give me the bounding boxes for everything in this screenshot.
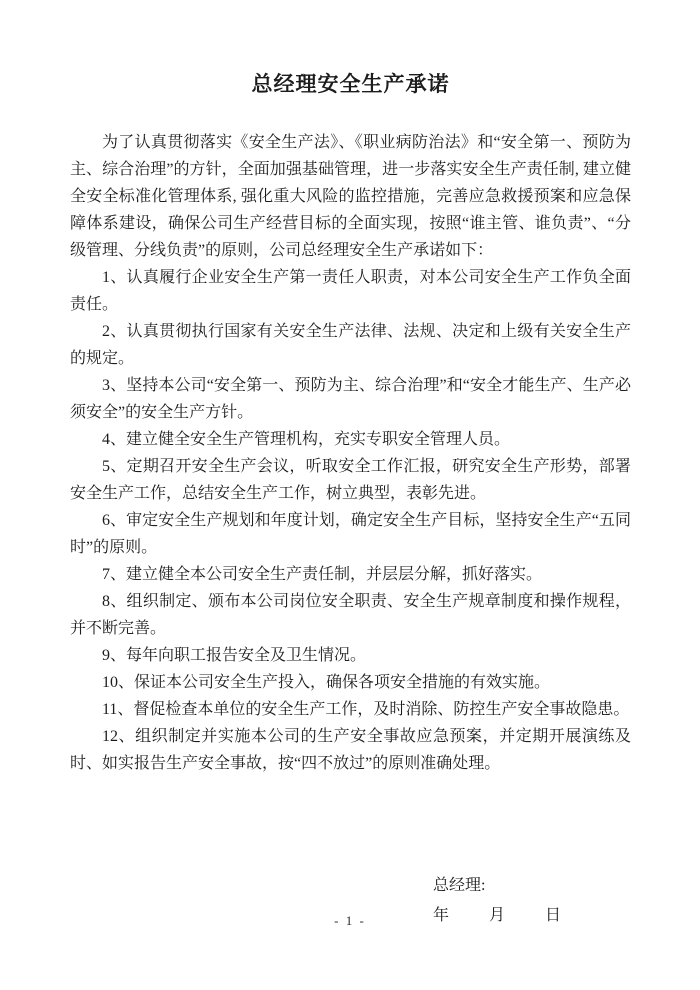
commitment-item-11: 11、督促检查本单位的安全生产工作，及时消除、防控生产安全事故隐患。 (102, 701, 630, 718)
intro-paragraph: 为了认真贯彻落实《安全生产法》、《职业病防治法》和“安全第一、预防为主、综合治理”的方针，全面加强基础管理，进一步落实安全生产责任制, 建立健全安全标准化管理体系, 强化重大风险的监控措施，完善应急救援预案和应急保障体系建设，确保公司生产经营目标的全面实现，按照“谁主管、谁负责”、“分级管理、分线负责”的原则，公司总经理安全生产承诺如下： (70, 134, 631, 259)
commitment-item-3: 3、坚持本公司“安全第一、预防为主、综合治理”和“安全才能生产、生产必须安全”的安全生产方针。 (70, 377, 631, 421)
commitment-item-10: 10、保证本公司安全生产投入，确保各项安全措施的有效实施。 (102, 674, 551, 691)
commitment-item-4: 4、建立健全安全生产管理机构，充实专职安全管理人员。 (102, 431, 511, 448)
commitment-item-2: 2、认真贯彻执行国家有关安全生产法律、法规、决定和上级有关安全生产的规定。 (70, 323, 631, 367)
commitment-item-5: 5、定期召开安全生产会议，听取安全工作汇报，研究安全生产形势，部署安全生产工作，总结安全生产工作，树立典型，表彰先进。 (70, 458, 631, 502)
date-day-label: 日 (545, 907, 562, 924)
signature-role-label: 总经理: (433, 877, 486, 894)
commitment-item-6: 6、审定安全生产规划和年度计划，确定安全生产目标，坚持安全生产“五同时”的原则。 (70, 512, 631, 556)
commitment-item-12: 12、组织制定并实施本公司的生产安全事故应急预案，并定期开展演练及时、如实报告生产安全事故，按“四不放过”的原则准确处理。 (70, 728, 631, 772)
commitment-item-9: 9、每年向职工报告安全及卫生情况。 (102, 647, 367, 664)
commitment-item-7: 7、建立健全本公司安全生产责任制，并层层分解，抓好落实。 (102, 566, 543, 583)
commitment-item-8: 8、组织制定、颁布本公司岗位安全职责、安全生产规章制度和操作规程，并不断完善。 (70, 593, 631, 637)
document-title: 总经理安全生产承诺 (251, 72, 450, 96)
page-number: - 1 - (334, 913, 366, 928)
commitment-item-1: 1、认真履行企业安全生产第一责任人职责，对本公司安全生产工作负全面责任。 (70, 269, 631, 313)
date-year-label: 年 (433, 907, 450, 924)
date-month-label: 月 (489, 907, 506, 924)
